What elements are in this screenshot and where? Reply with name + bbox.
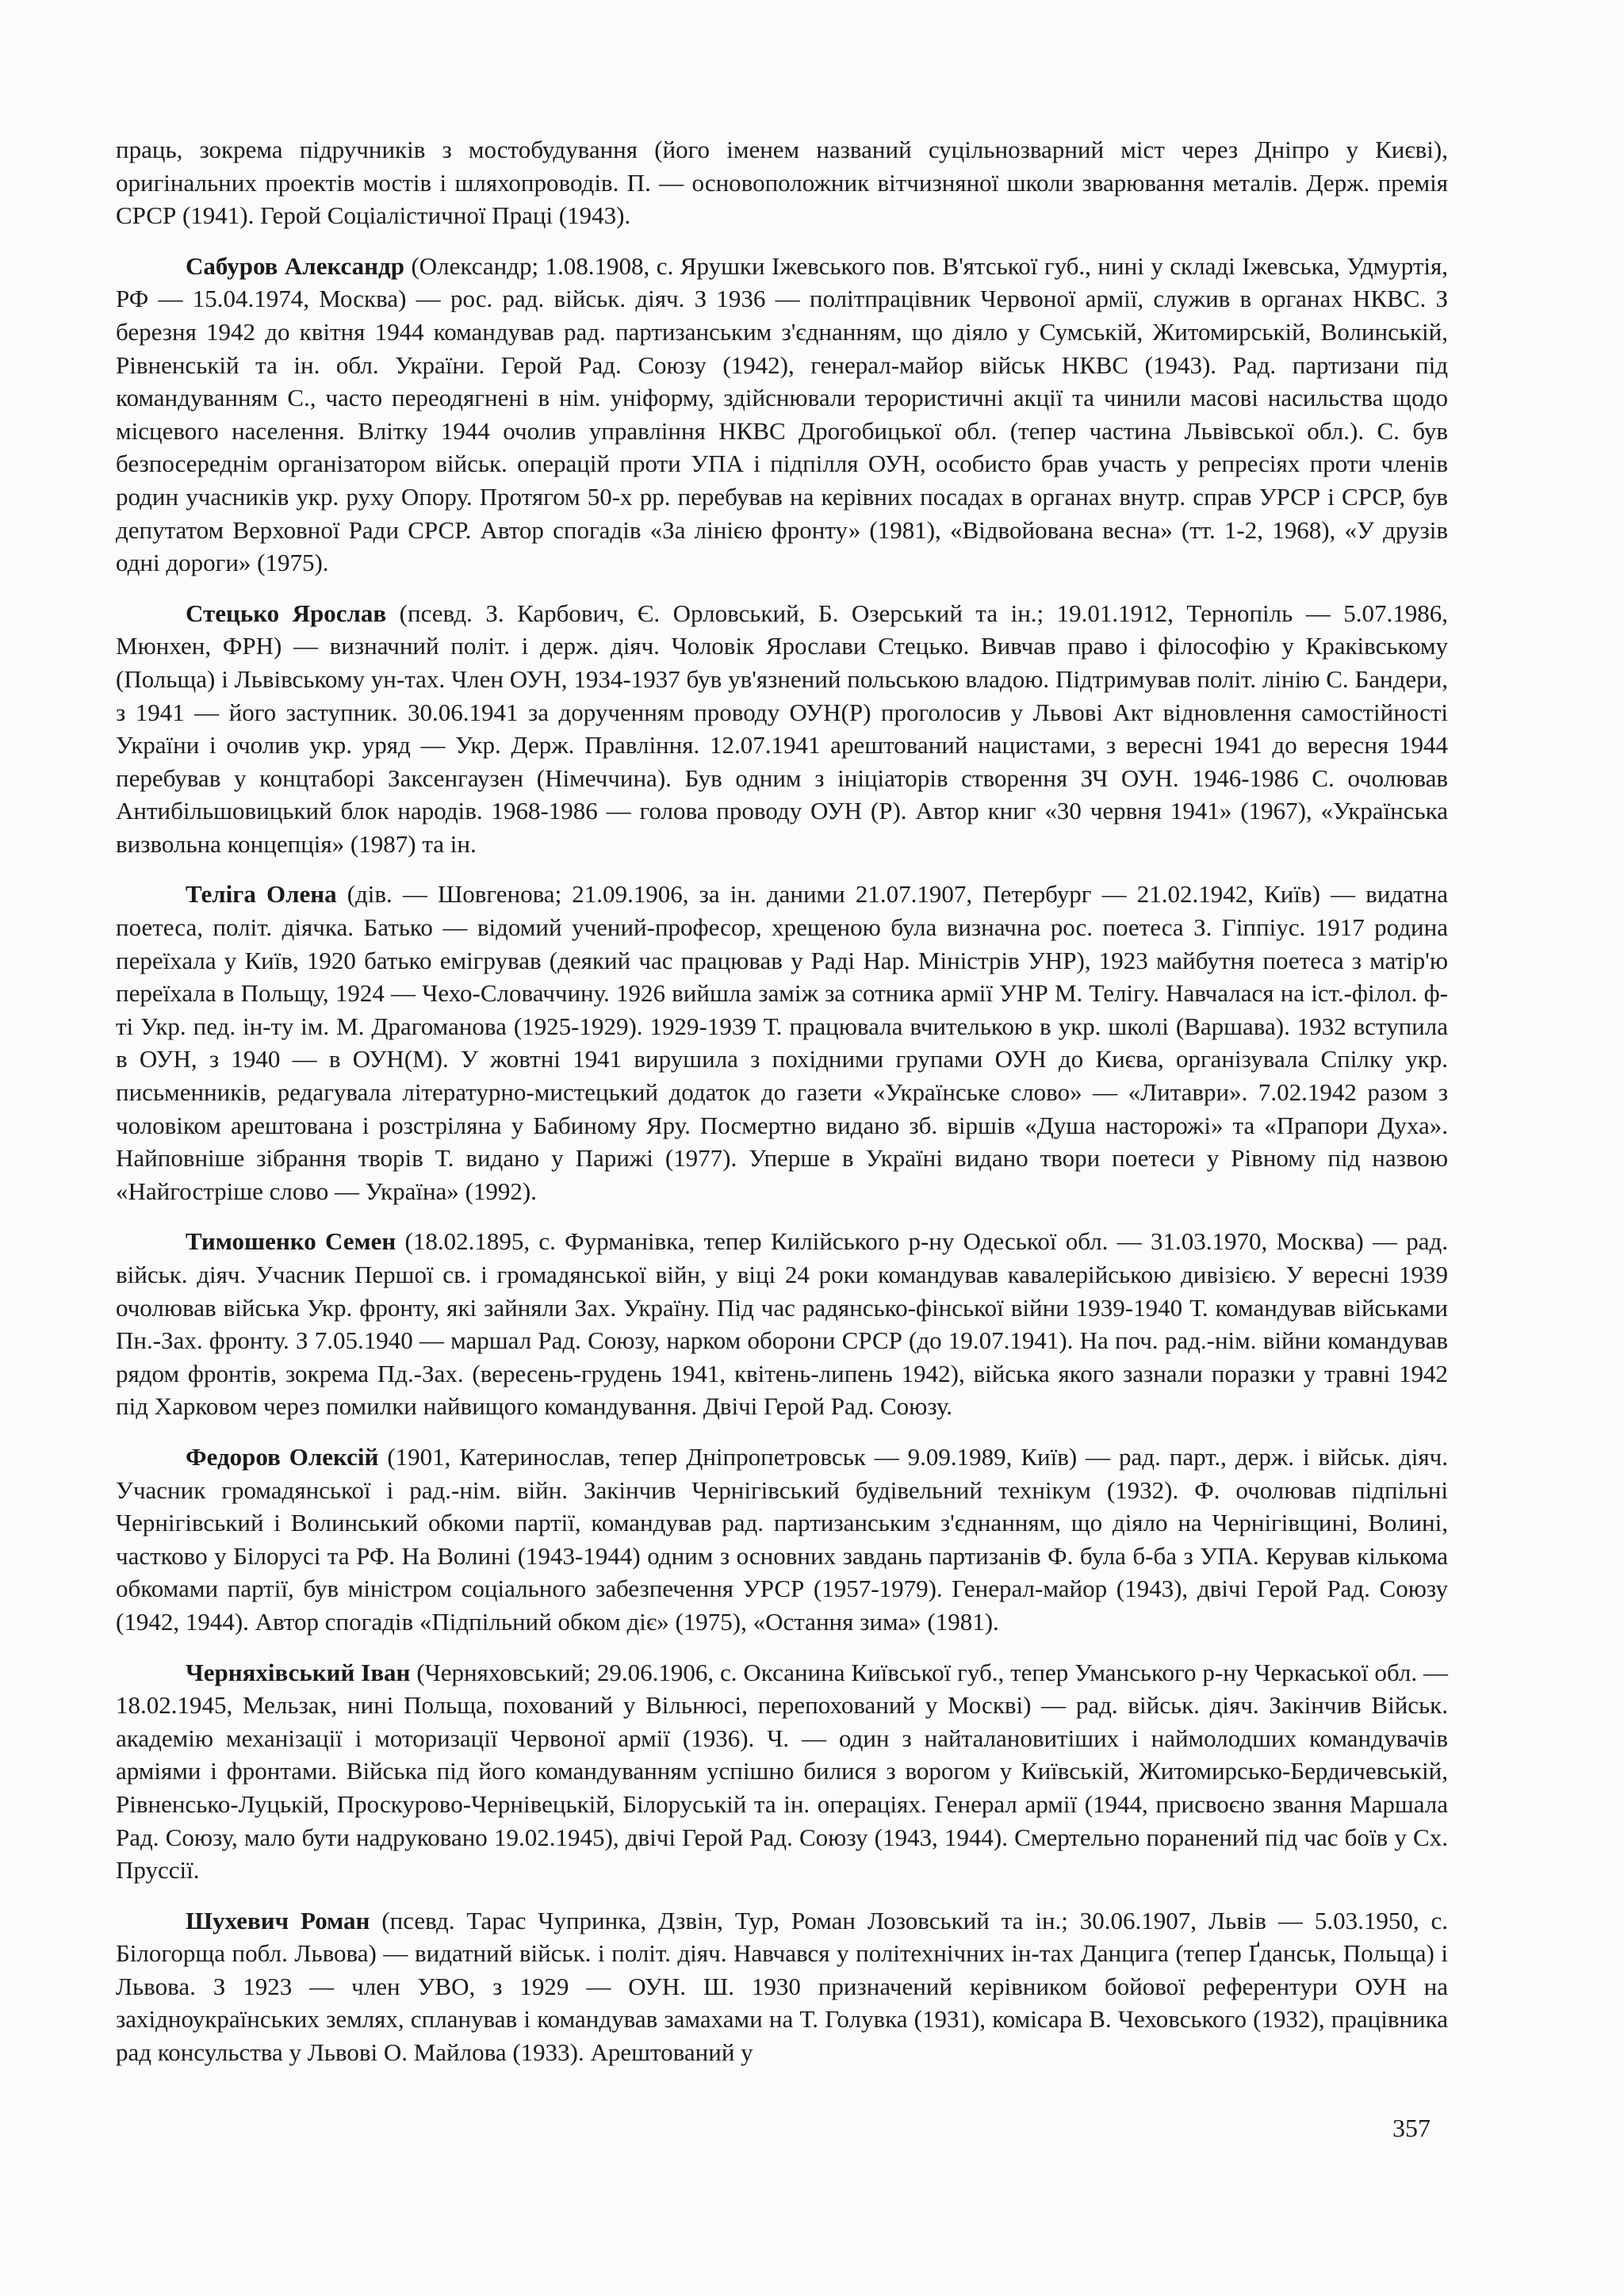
entry-headword: Федоров Олексій: [186, 1442, 379, 1471]
entry-cherniakhivskyi: [116, 1656, 1448, 1887]
entry-headword: Черняхівський Іван: [186, 1658, 411, 1686]
entry-shukhevych: [116, 1904, 1448, 2069]
entry-headword: Тимошенко Семен: [186, 1227, 396, 1256]
page-number: 357: [1392, 2114, 1431, 2142]
entry-text: праць, зокрема підручників з мостобудування (його іменем названий суцільнозварний міст через Дніпро у Києві), оригінальних проектів мостів і шляхопроводів. П. — основоположник вітчизняної школи зварювання металів. Держ. премія СРСР (1941). Герой Соціалістичної Праці (1943).: [116, 136, 1448, 230]
entry-saburov: [116, 250, 1448, 580]
entry-teliha: [116, 878, 1448, 1207]
entry-text: (псевд. З. Карбович, Є. Орловський, Б. Озерський та ін.; 19.01.1912, Тернопіль — 5.07.1986, Мюнхен, ФРН) — визначний політ. і держ. діяч. Чоловік Ярослави Стецько. Вивчав право і філософію у Краківському (Польща) і Львівському ун-тах. Член ОУН, 1934-1937 був ув'язнений польською владою. Підтримував політ. лінію С. Бандери, з 1941 — його заступник. 30.06.1941 за дорученням проводу ОУН(Р) проголосив у Львові Акт відновлення самостійності України і очолив укр. уряд — Укр. Держ. Правління. 12.07.1941 арештований нацистами, з вересні 1941 до вересня 1944 перебував у концтаборі Заксенгаузен (Німеччина). Був одним з ініціаторів створення ЗЧ ОУН. 1946-1986 С. очолював Антибільшовицький блок народів. 1968-1986 — голова проводу ОУН (Р). Автор книг «30 червня 1941» (1967), «Українська визвольна концепція» (1987) та ін.: [116, 599, 1448, 858]
text-column: [116, 133, 1448, 2087]
entry-headword: Стецько Ярослав: [186, 599, 387, 627]
entry-continuation: [116, 133, 1448, 232]
entry-text: (дів. — Шовгенова; 21.09.1906, за ін. даними 21.07.1907, Петербург — 21.02.1942, Київ) — видатна поетеса, політ. діячка. Батько — відомий учений-професор, хрещеною була визначна рос. поетеса З. Гіппіус. 1917 родина переїхала у Київ, 1920 батько емігрував (деякий час працював у Раді Нар. Міністрів УНР), 1923 майбутня поетеса з матір'ю переїхала в Польщу, 1924 — Чехо-Словаччину. 1926 вийшла заміж за сотника армії УНР М. Телігу. Навчалася на іст.-філол. ф-ті Укр. пед. ін-ту ім. М. Драгоманова (1925-1929). 1929-1939 Т. працювала вчителькою в укр. школі (Варшава). 1932 вступила в ОУН, з 1940 — в ОУН(М). У жовтні 1941 вирушила з похідними групами ОУН до Києва, організувала Спілку укр. письменників, редагувала літературно-мистецький додаток до газети «Українське слово» — «Литаври». 7.02.1942 разом з чоловіком арештована і розстріляна у Бабиному Яру. Посмертно видано зб. віршів «Душа насторожі» та «Прапори Духа». Найповніше зібрання творів Т. видано у Парижі (1977). Уперше в Україні видано твори поетеси у Рівному під назвою «Найгостріше слово — Україна» (1992).: [116, 880, 1448, 1205]
entry-headword: Шухевич Роман: [186, 1906, 370, 1934]
entry-tymoshenko: [116, 1225, 1448, 1423]
entry-text: (Олександр; 1.08.1908, с. Ярушки Іжевського пов. В'ятської губ., нині у складі Іжевська, Удмуртія, РФ — 15.04.1974, Москва) — рос. рад. військ. діяч. З 1936 — політпрацівник Червоної армії, служив в органах НКВС. З березня 1942 до квітня 1944 командував рад. партизанським з'єднанням, що діяло у Сумській, Житомирській, Волинській, Рівненській та ін. обл. України. Герой Рад. Союзу (1942), генерал-майор військ НКВС (1943). Рад. партизани під командуванням С., часто переодягнені в нім. уніформу, здійснювали терористичні акції та чинили масові насильства щодо місцевого населення. Влітку 1944 очолив управління НКВС Дрогобицької обл. (тепер частина Львівської обл.). С. був безпосереднім організатором військ. операцій проти УПА і підпілля ОУН, особисто брав участь у репресіях проти членів родин учасників укр. руху Опору. Протягом 50-х рр. перебував на керівних посадах в органах внутр. справ УРСР і СРСР, був депутатом Верховної Ради СРСР. Автор спогадів «За лінією фронту» (1981), «Відвойована весна» (тт. 1-2, 1968), «У друзів одні дороги» (1975).: [116, 251, 1449, 577]
entry-stetsko: [116, 597, 1448, 861]
entry-text: (18.02.1895, с. Фурманівка, тепер Килійського р-ну Одеської обл. — 31.03.1970, Москва) — рад. військ. діяч. Учасник Першої св. і громадянської війн, у віці 24 роки командував кавалерійською дивізією. У вересні 1939 очолював війська Укр. фронту, які зайняли Зах. Україну. Під час радянсько-фінської війни 1939-1940 Т. командував військами Пн.-Зах. фронту. З 7.05.1940 — маршал Рад. Союзу, нарком оборони СРСР (до 19.07.1941). На поч. рад.-нім. війни командував рядом фронтів, зокрема Пд.-Зах. (вересень-грудень 1941, квітень-липень 1942), війська якого зазнали поразки у травні 1942 під Харковом через помилки найвищого командування. Двічі Герой Рад. Союзу.: [116, 1227, 1448, 1421]
entry-fedorov: [116, 1441, 1448, 1639]
entry-text: (Черняховський; 29.06.1906, с. Оксанина Київської губ., тепер Уманського р-ну Черкаської обл. — 18.02.1945, Мельзак, нині Польща, похований у Вільнюсі, перепохований у Москві) — рад. військ. діяч. Закінчив Військ. академію механізації і моторизації Червоної армії (1936). Ч. — один з найталановитіших і наймолодших командувачів арміями і фронтами. Війська під його командуванням успішно билися з ворогом у Київській, Житомирсько-Бердичевській, Рівненсько-Луцькій, Проскурово-Чернівецькій, Білоруській та ін. операціях. Генерал армії (1944, присвоєно звання Маршала Рад. Союзу, мало бути надруковано 19.02.1945), двічі Герой Рад. Союзу (1943, 1944). Смертельно поранений під час боїв у Сх. Пруссії.: [116, 1658, 1448, 1885]
entry-headword: Теліга Олена: [186, 880, 337, 909]
entry-headword: Сабуров Александр: [186, 251, 404, 280]
entry-text: (1901, Катеринослав, тепер Дніпропетровськ — 9.09.1989, Київ) — рад. парт., держ. і військ. діяч. Учасник громадянської і рад.-нім. війн. Закінчив Чернігівський будівельний технікум (1932). Ф. очолював підпільні Чернігівський і Волинський обкоми партії, командував рад. партизанським з'єднанням, що діяло на Чернігівщині, Волині, частково у Білорусі та РФ. На Волині (1943-1944) одним з основних завдань партизанів Ф. була б-ба з УПА. Керував кількома обкомами партії, був міністром соціального забезпечення УРСР (1957-1979). Генерал-майор (1943), двічі Герой Рад. Союзу (1942, 1944). Автор спогадів «Підпільний обком діє» (1975), «Остання зима» (1981).: [116, 1442, 1448, 1636]
entry-text: (псевд. Тарас Чупринка, Дзвін, Тур, Роман Лозовський та ін.; 30.06.1907, Львів — 5.03.1950, с. Білогорща побл. Львова) — видатний військ. і політ. діяч. Навчався у політехнічних ін-тах Данцига (тепер Ґданськ, Польща) і Львова. З 1923 — член УВО, з 1929 — ОУН. Ш. 1930 призначений керівником бойової референтури ОУН на західноукраїнських землях, спланував і командував замахами на Т. Голувка (1931), комісара В. Чеховського (1932), працівника рад консульства у Львові О. Майлова (1933). Арештований у: [116, 1906, 1448, 2067]
